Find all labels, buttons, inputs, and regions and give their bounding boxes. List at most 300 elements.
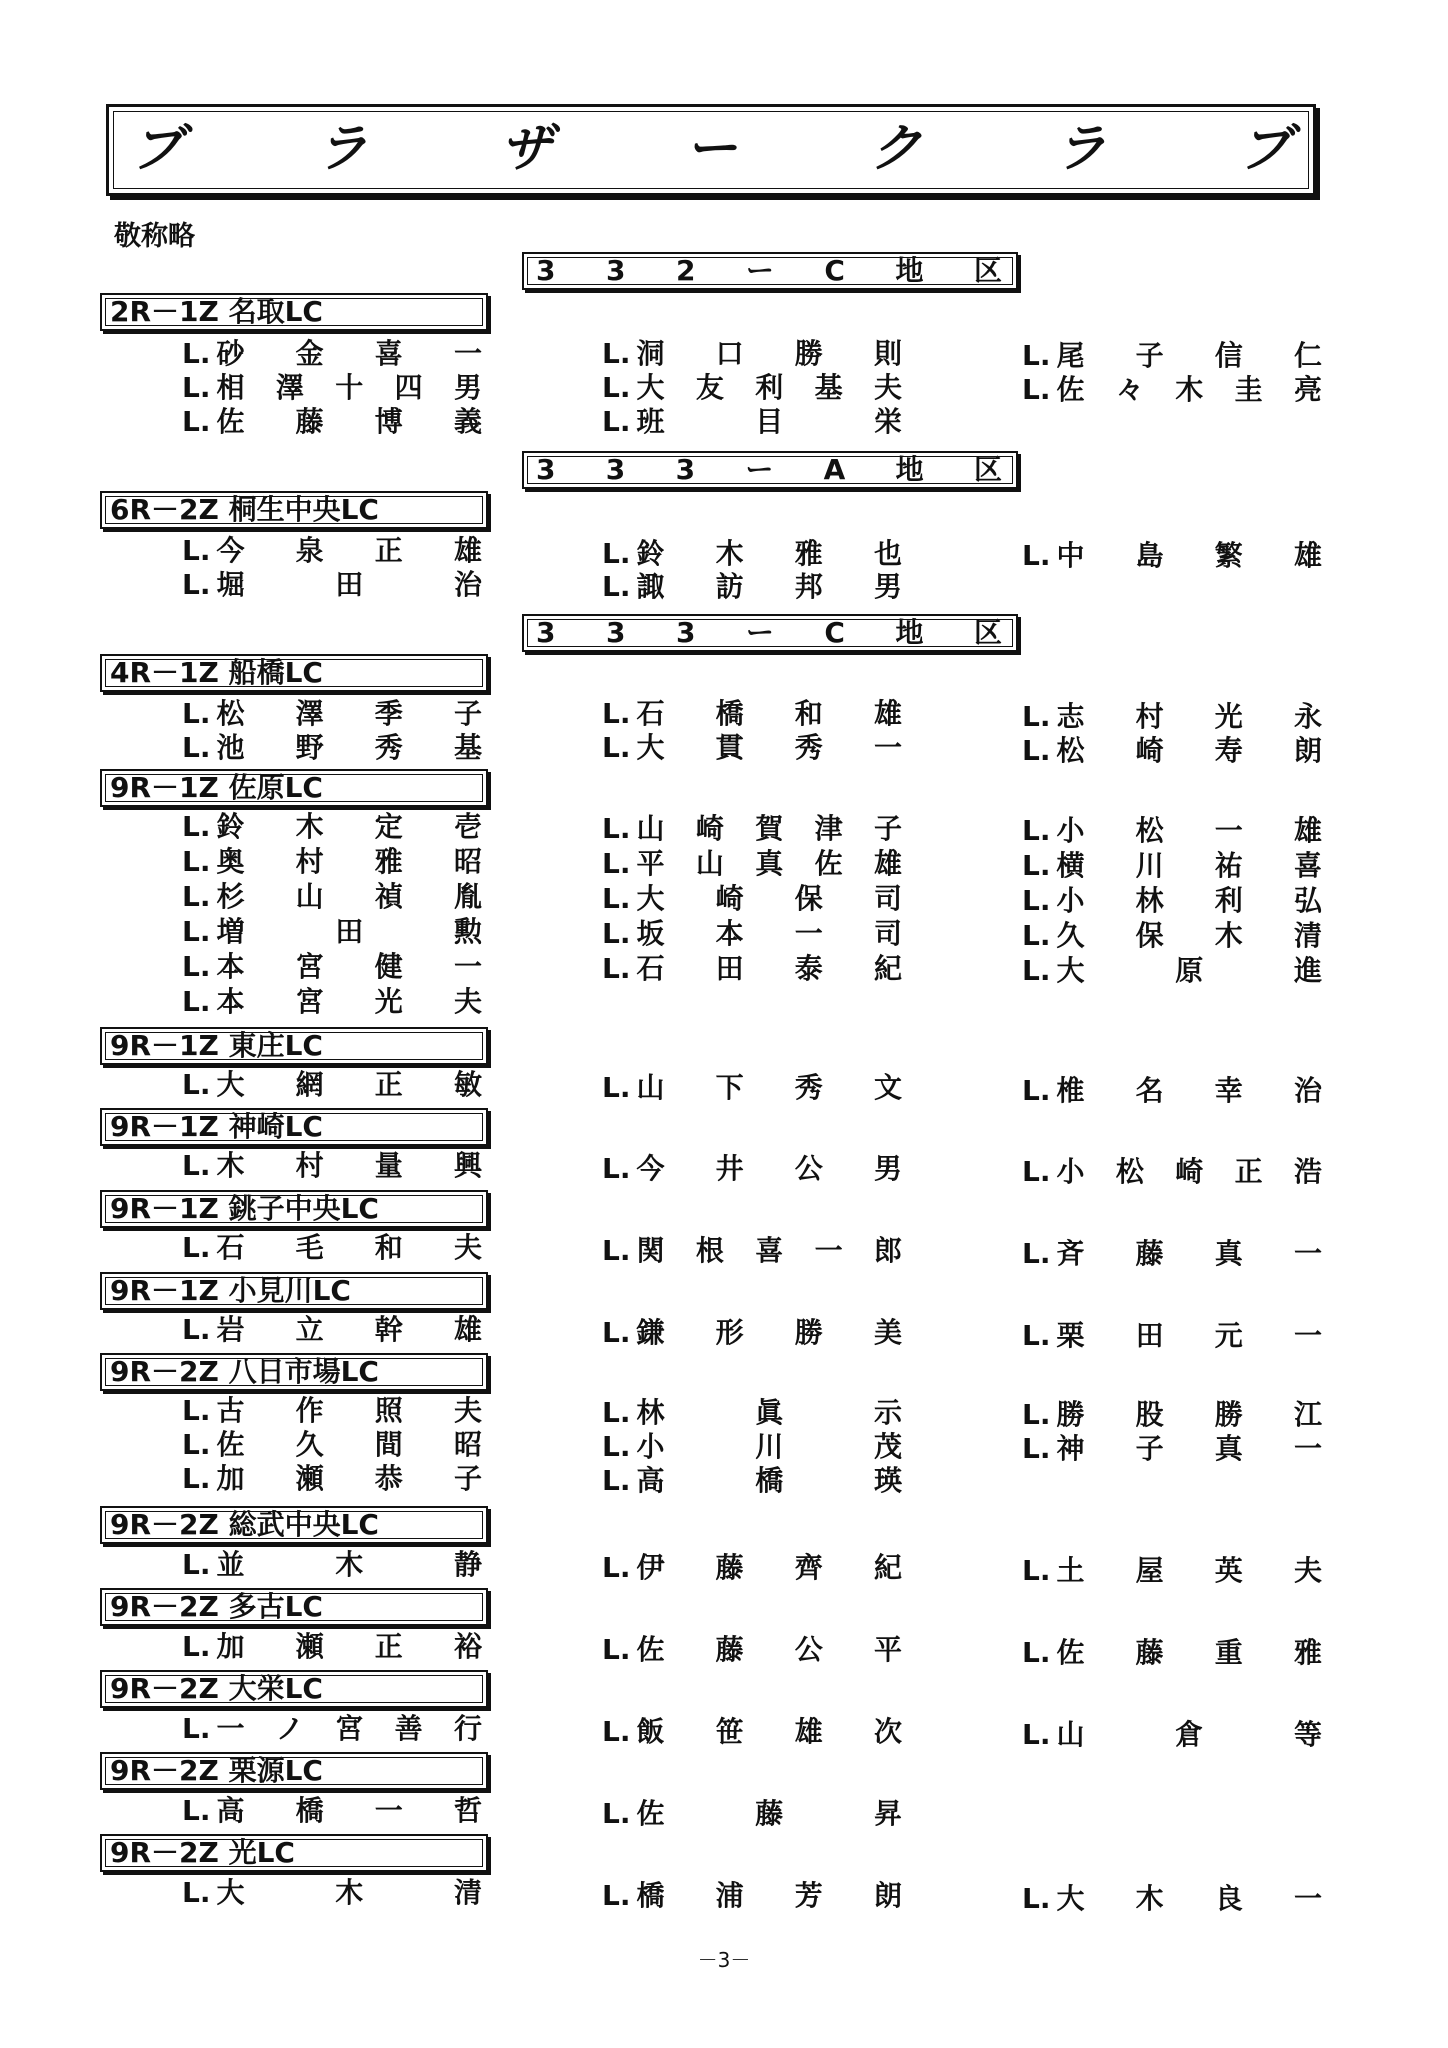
member-name-chars xyxy=(636,1430,902,1464)
member-prefix: L. xyxy=(182,568,211,601)
member-name xyxy=(602,570,902,604)
name-char: 土 xyxy=(1056,1554,1085,1587)
member-name xyxy=(1022,1718,1322,1752)
member-name-chars xyxy=(1056,1636,1322,1670)
member-prefix: L. xyxy=(1022,1319,1051,1352)
member-name xyxy=(182,1712,482,1746)
name-char: 木 xyxy=(1175,373,1204,406)
name-char: 久 xyxy=(295,1428,324,1461)
name-char: 雅 xyxy=(374,845,403,878)
district-char: 区 xyxy=(973,616,1002,649)
name-char: 宮 xyxy=(335,1712,364,1745)
member-prefix: L. xyxy=(182,810,211,843)
member-name xyxy=(602,697,902,731)
name-char: 裕 xyxy=(453,1630,482,1663)
name-char: 哲 xyxy=(453,1794,482,1827)
member-name-chars xyxy=(216,534,482,568)
name-char: 恭 xyxy=(374,1462,403,1495)
member-name xyxy=(182,810,482,844)
member-prefix: L. xyxy=(182,1428,211,1461)
name-char: 藤 xyxy=(715,1551,744,1584)
name-char: 朗 xyxy=(873,1879,902,1912)
member-name-chars xyxy=(216,880,482,914)
name-char: 目 xyxy=(755,405,784,438)
club-header: 4R－1Z 船橋LC xyxy=(100,654,488,692)
name-char: 秀 xyxy=(794,1071,823,1104)
name-char: 川 xyxy=(755,1430,784,1463)
member-prefix: L. xyxy=(602,1464,631,1497)
name-char: 仁 xyxy=(1293,339,1322,372)
name-char: 関 xyxy=(636,1234,665,1267)
name-char: 平 xyxy=(636,847,665,880)
member-name-chars xyxy=(636,1396,902,1430)
name-char: 健 xyxy=(374,950,403,983)
name-char: 木 xyxy=(335,1876,364,1909)
name-char: 行 xyxy=(453,1712,482,1745)
member-prefix: L. xyxy=(602,1879,631,1912)
member-name xyxy=(602,1633,902,1667)
district-char: ー xyxy=(745,453,774,486)
member-prefix: L. xyxy=(182,1548,211,1581)
name-char: 奥 xyxy=(216,845,245,878)
name-char: 木 xyxy=(335,1548,364,1581)
name-char: 坂 xyxy=(636,917,665,950)
member-prefix: L. xyxy=(182,950,211,983)
name-char: 郎 xyxy=(873,1234,902,1267)
name-char: 宮 xyxy=(295,950,324,983)
name-char: 栄 xyxy=(873,405,902,438)
title-char: ブ xyxy=(1238,119,1291,179)
name-char: 島 xyxy=(1135,539,1164,572)
name-char: 佐 xyxy=(636,1633,665,1666)
member-name xyxy=(1022,734,1322,768)
member-prefix: L. xyxy=(1022,1432,1051,1465)
member-name xyxy=(602,1316,902,1350)
district-char: 3 xyxy=(675,616,696,649)
member-name-chars xyxy=(636,1715,902,1749)
district-char: 地 xyxy=(895,616,924,649)
member-prefix: L. xyxy=(1022,339,1051,372)
member-prefix: L. xyxy=(182,1068,211,1101)
name-char: 村 xyxy=(295,845,324,878)
name-char: 眞 xyxy=(755,1396,784,1429)
name-char: 橋 xyxy=(755,1464,784,1497)
member-name-chars xyxy=(216,845,482,879)
member-name-chars xyxy=(1056,1398,1322,1432)
member-name-chars xyxy=(636,731,902,765)
name-char: 石 xyxy=(216,1231,245,1264)
member-name-chars xyxy=(216,1231,482,1265)
member-prefix: L. xyxy=(602,882,631,915)
district-char: 区 xyxy=(973,453,1002,486)
name-char: 形 xyxy=(715,1316,744,1349)
name-char: 間 xyxy=(374,1428,403,1461)
member-name xyxy=(182,1231,482,1265)
member-prefix: L. xyxy=(1022,1718,1051,1751)
member-name-chars xyxy=(216,1794,482,1828)
member-name xyxy=(1022,1074,1322,1108)
name-char: 和 xyxy=(794,697,823,730)
district-char: 3 xyxy=(536,254,556,287)
club-header: 9R－2Z 八日市場LC xyxy=(100,1353,488,1391)
member-name xyxy=(1022,373,1322,407)
name-char: 季 xyxy=(374,697,403,730)
member-name-chars xyxy=(1056,1432,1322,1466)
name-char: 次 xyxy=(873,1715,902,1748)
title-char: ク xyxy=(869,119,922,179)
district-char: 3 xyxy=(536,453,556,486)
member-name xyxy=(182,1876,482,1910)
member-prefix: L. xyxy=(602,1071,631,1104)
member-name xyxy=(1022,1155,1322,1189)
member-prefix: L. xyxy=(602,847,631,880)
name-char: 崎 xyxy=(1175,1155,1204,1188)
member-name xyxy=(182,880,482,914)
name-char: 本 xyxy=(216,950,245,983)
member-name-chars xyxy=(1056,734,1322,768)
name-char: 作 xyxy=(295,1394,324,1427)
name-char: 照 xyxy=(374,1394,403,1427)
member-prefix: L. xyxy=(602,405,631,438)
name-char: 司 xyxy=(873,882,902,915)
member-name-chars xyxy=(216,985,482,1019)
member-name-chars xyxy=(636,537,902,571)
member-name xyxy=(602,1152,902,1186)
name-char: 池 xyxy=(216,731,245,764)
title-banner xyxy=(106,104,1316,196)
name-char: 木 xyxy=(1214,919,1243,952)
name-char: 永 xyxy=(1293,700,1322,733)
member-prefix: L. xyxy=(602,537,631,570)
name-char: 金 xyxy=(295,337,324,370)
name-char: 屋 xyxy=(1135,1554,1164,1587)
member-prefix: L. xyxy=(1022,700,1051,733)
member-prefix: L. xyxy=(1022,539,1051,572)
member-prefix: L. xyxy=(182,534,211,567)
district-char: C xyxy=(824,616,845,649)
name-char: 保 xyxy=(1135,919,1164,952)
name-char: 石 xyxy=(636,952,665,985)
name-char: 義 xyxy=(453,405,482,438)
member-prefix: L. xyxy=(602,1430,631,1463)
name-char: 朗 xyxy=(1293,734,1322,767)
name-char: 胤 xyxy=(453,880,482,913)
member-name-chars xyxy=(216,697,482,731)
name-char: 田 xyxy=(715,952,744,985)
member-name-chars xyxy=(216,915,482,949)
name-char: 敏 xyxy=(453,1068,482,1101)
name-char: 中 xyxy=(1056,539,1085,572)
club-header: 9R－2Z 栗源LC xyxy=(100,1752,488,1790)
name-char: 尾 xyxy=(1056,339,1085,372)
name-char: 立 xyxy=(295,1313,324,1346)
member-name xyxy=(602,1234,902,1268)
member-name xyxy=(182,985,482,1019)
name-char: 藤 xyxy=(715,1633,744,1666)
member-name xyxy=(182,1149,482,1183)
name-char: 公 xyxy=(794,1152,823,1185)
member-prefix: L. xyxy=(182,1876,211,1909)
member-name-chars xyxy=(636,917,902,951)
member-name-chars xyxy=(216,1149,482,1183)
name-char: 量 xyxy=(374,1149,403,1182)
member-name xyxy=(182,1068,482,1102)
district-char: 3 xyxy=(605,453,626,486)
name-char: 小 xyxy=(636,1430,665,1463)
member-name xyxy=(1022,1636,1322,1670)
member-name xyxy=(1022,1432,1322,1466)
member-name-chars xyxy=(1056,700,1322,734)
name-char: 雄 xyxy=(873,847,902,880)
name-char: 増 xyxy=(216,915,245,948)
name-char: 元 xyxy=(1214,1319,1243,1352)
name-char: 田 xyxy=(335,915,364,948)
member-name-chars xyxy=(216,1876,482,1910)
member-name xyxy=(1022,1554,1322,1588)
member-name-chars xyxy=(1056,1882,1322,1916)
name-char: 一 xyxy=(453,337,482,370)
member-prefix: L. xyxy=(602,371,631,404)
name-char: 志 xyxy=(1056,700,1085,733)
member-name xyxy=(602,1551,902,1585)
name-char: 古 xyxy=(216,1394,245,1427)
name-char: 真 xyxy=(1214,1432,1243,1465)
name-char: 口 xyxy=(715,337,744,370)
name-char: 神 xyxy=(1056,1432,1085,1465)
member-name xyxy=(182,697,482,731)
name-char: 寿 xyxy=(1214,734,1243,767)
member-name xyxy=(602,1879,902,1913)
name-char: 紀 xyxy=(873,1551,902,1584)
member-prefix: L. xyxy=(182,731,211,764)
member-prefix: L. xyxy=(182,405,211,438)
member-name-chars xyxy=(636,1464,902,1498)
member-name xyxy=(1022,700,1322,734)
name-char: 幹 xyxy=(374,1313,403,1346)
member-name xyxy=(1022,1319,1322,1353)
district-char: A xyxy=(823,453,846,486)
name-char: 一 xyxy=(453,950,482,983)
name-char: 佐 xyxy=(1056,1636,1085,1669)
name-char: 瀬 xyxy=(295,1462,324,1495)
name-char: 子 xyxy=(873,812,902,845)
member-prefix: L. xyxy=(1022,1636,1051,1669)
district-header-333a xyxy=(522,451,1018,489)
member-name xyxy=(1022,849,1322,883)
district-char: 2 xyxy=(675,254,696,287)
name-char: 小 xyxy=(1056,884,1085,917)
member-prefix: L. xyxy=(1022,849,1051,882)
name-char: 木 xyxy=(715,537,744,570)
member-prefix: L. xyxy=(182,1794,211,1827)
member-prefix: L. xyxy=(182,985,211,1018)
name-char: 浦 xyxy=(715,1879,744,1912)
name-char: 伊 xyxy=(636,1551,665,1584)
member-name xyxy=(182,1394,482,1428)
name-char: 昭 xyxy=(453,845,482,878)
honorific-note: 敬称略 xyxy=(114,221,195,252)
name-char: 昭 xyxy=(453,1428,482,1461)
name-char: 砂 xyxy=(216,337,245,370)
member-name-chars xyxy=(1056,1155,1322,1189)
name-char: 佐 xyxy=(1056,373,1085,406)
member-name xyxy=(182,1630,482,1664)
member-name-chars xyxy=(1056,539,1322,573)
member-name-chars xyxy=(636,1879,902,1913)
club-header: 9R－1Z 神崎LC xyxy=(100,1108,488,1146)
name-char: 林 xyxy=(636,1396,665,1429)
member-name-chars xyxy=(216,950,482,984)
member-name xyxy=(182,731,482,765)
member-name xyxy=(602,1071,902,1105)
district-char: C xyxy=(824,254,845,287)
name-char: 夫 xyxy=(873,371,902,404)
name-char: 佐 xyxy=(636,1797,665,1830)
name-char: 小 xyxy=(1056,814,1085,847)
name-char: 津 xyxy=(814,812,843,845)
name-char: 橋 xyxy=(636,1879,665,1912)
name-char: 茂 xyxy=(873,1430,902,1463)
name-char: 加 xyxy=(216,1630,245,1663)
name-char: 興 xyxy=(453,1149,482,1182)
district-char: 3 xyxy=(605,254,626,287)
member-prefix: L. xyxy=(182,915,211,948)
member-name xyxy=(602,1430,902,1464)
member-name-chars xyxy=(1056,884,1322,918)
name-char: 秀 xyxy=(374,731,403,764)
member-name xyxy=(602,1464,902,1498)
name-char: 秀 xyxy=(794,731,823,764)
name-char: 田 xyxy=(1135,1319,1164,1352)
name-char: 夫 xyxy=(453,1231,482,1264)
name-char: 賀 xyxy=(755,812,784,845)
title-char: ブ xyxy=(131,119,184,179)
member-name xyxy=(1022,814,1322,848)
member-name-chars xyxy=(216,568,482,602)
name-char: 大 xyxy=(636,371,665,404)
name-char: 訪 xyxy=(715,570,744,603)
member-prefix: L. xyxy=(1022,919,1051,952)
member-name-chars xyxy=(216,1313,482,1347)
member-name xyxy=(1022,884,1322,918)
name-char: 林 xyxy=(1135,884,1164,917)
name-char: 光 xyxy=(374,985,403,1018)
name-char: 清 xyxy=(1293,919,1322,952)
name-char: 男 xyxy=(873,1152,902,1185)
district-char: 区 xyxy=(973,254,1002,287)
member-name xyxy=(602,1797,902,1831)
name-char: 鈴 xyxy=(636,537,665,570)
member-name-chars xyxy=(1056,849,1322,883)
name-char: 雅 xyxy=(794,537,823,570)
name-char: 相 xyxy=(216,371,245,404)
member-prefix: L. xyxy=(602,917,631,950)
name-char: 一 xyxy=(1293,1319,1322,1352)
member-name-chars xyxy=(636,371,902,405)
member-name-chars xyxy=(1056,373,1322,407)
title-char: ラ xyxy=(315,119,368,179)
name-char: 美 xyxy=(873,1316,902,1349)
member-name-chars xyxy=(1056,1554,1322,1588)
name-char: 喜 xyxy=(374,337,403,370)
name-char: 平 xyxy=(873,1633,902,1666)
name-char: 笹 xyxy=(715,1715,744,1748)
member-prefix: L. xyxy=(602,1715,631,1748)
name-char: 堀 xyxy=(216,568,245,601)
name-char: 光 xyxy=(1214,700,1243,733)
name-char: 一 xyxy=(814,1234,843,1267)
member-prefix: L. xyxy=(1022,954,1051,987)
name-char: 利 xyxy=(1214,884,1243,917)
member-prefix: L. xyxy=(1022,734,1051,767)
club-header: 6R－2Z 桐生中央LC xyxy=(100,491,488,529)
name-char: 村 xyxy=(1135,700,1164,733)
member-name-chars xyxy=(216,1462,482,1496)
member-name-chars xyxy=(636,1316,902,1350)
member-prefix: L. xyxy=(1022,1882,1051,1915)
club-header: 9R－1Z 銚子中央LC xyxy=(100,1190,488,1228)
name-char: 木 xyxy=(1135,1882,1164,1915)
member-name-chars xyxy=(636,952,902,986)
name-char: 正 xyxy=(374,1068,403,1101)
member-name xyxy=(602,1715,902,1749)
member-name-chars xyxy=(636,337,902,371)
member-prefix: L. xyxy=(182,1149,211,1182)
name-char: 繁 xyxy=(1214,539,1243,572)
member-name xyxy=(182,915,482,949)
name-char: 崎 xyxy=(715,882,744,915)
member-name xyxy=(602,405,902,439)
member-name xyxy=(602,537,902,571)
name-char: 真 xyxy=(1214,1237,1243,1270)
member-prefix: L. xyxy=(602,1396,631,1429)
name-char: 司 xyxy=(873,917,902,950)
name-char: 勲 xyxy=(453,915,482,948)
member-name xyxy=(182,1462,482,1496)
name-char: 杉 xyxy=(216,880,245,913)
club-header: 9R－1Z 小見川LC xyxy=(100,1272,488,1310)
name-char: 々 xyxy=(1115,373,1144,406)
name-char: 男 xyxy=(453,371,482,404)
name-char: 大 xyxy=(636,882,665,915)
name-char: 信 xyxy=(1214,339,1243,372)
name-char: 原 xyxy=(1175,954,1204,987)
member-prefix: L. xyxy=(182,1313,211,1346)
name-char: 和 xyxy=(374,1231,403,1264)
member-name xyxy=(1022,339,1322,373)
name-char: 川 xyxy=(1135,849,1164,882)
member-name-chars xyxy=(1056,814,1322,848)
name-char: 良 xyxy=(1214,1882,1243,1915)
name-char: 名 xyxy=(1135,1074,1164,1107)
name-char: 示 xyxy=(873,1396,902,1429)
member-name-chars xyxy=(216,337,482,371)
member-name xyxy=(182,845,482,879)
name-char: 江 xyxy=(1293,1398,1322,1431)
club-header: 9R－1Z 東庄LC xyxy=(100,1027,488,1065)
name-char: 定 xyxy=(374,810,403,843)
member-name xyxy=(182,1428,482,1462)
member-name xyxy=(182,950,482,984)
member-name-chars xyxy=(1056,1074,1322,1108)
name-char: 斉 xyxy=(1056,1237,1085,1270)
name-char: 大 xyxy=(636,731,665,764)
member-name xyxy=(602,812,902,846)
name-char: 亮 xyxy=(1293,373,1322,406)
name-char: 夫 xyxy=(453,1394,482,1427)
name-char: 勝 xyxy=(794,337,823,370)
member-prefix: L. xyxy=(1022,1074,1051,1107)
